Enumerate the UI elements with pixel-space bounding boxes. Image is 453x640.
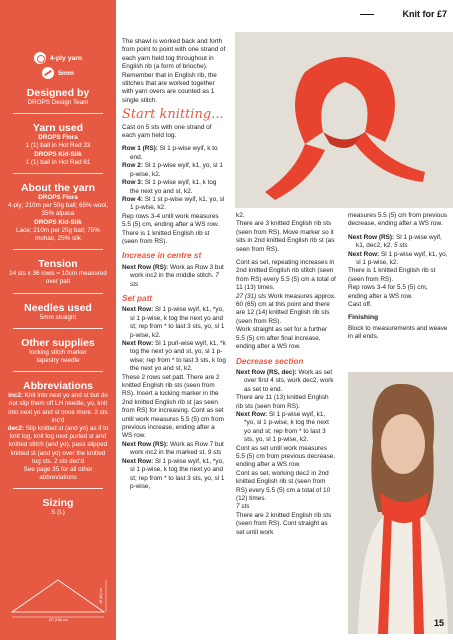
row-text: Sl 1 p-wise wyif, k1, *yo, sl 1 p-wise, k tog the next yo and st; rep from * to last 3 sts, yo, sl 1 p-wise, k2. [244, 410, 329, 444]
model-illustration [348, 372, 453, 634]
sizing-text: S (L) [51, 509, 65, 517]
row-label: Row 4: [122, 195, 143, 203]
divider [13, 113, 103, 114]
row-instruction [122, 340, 226, 374]
row-label: Next Row: [122, 306, 154, 314]
needles-text: 5mm straight [39, 313, 77, 321]
instructions-column-1 [122, 38, 226, 491]
model-photo [348, 372, 453, 634]
row-instruction [122, 306, 226, 340]
abbreviations-heading: Abbreviations [22, 380, 93, 393]
supply-item: tapestry needle [36, 357, 80, 365]
row-label: Next Row: [122, 340, 154, 347]
paragraph: There are 2 knitted English rib sts (seen from RS). Cont straight as set until work [236, 511, 332, 536]
row-instruction [236, 411, 336, 445]
pattern-info-sidebar [0, 0, 116, 640]
supply-item: locking stitch marker [29, 348, 87, 356]
yarn-detail: 4-ply; 210m per 50g ball; 65% wool, 35% alpaca [7, 202, 109, 218]
yarn-ball-icon [34, 52, 46, 64]
row-instruction [348, 251, 448, 268]
row-instruction [122, 179, 226, 196]
row-text: Sl 1 p-wise wyif, k1, dec2, k2. [356, 233, 442, 250]
row-instruction [122, 441, 226, 458]
row-label: Next Row (RS): [122, 440, 169, 448]
row-text: Work as Row 7 but work inc2 in the marked st. [130, 440, 224, 457]
row-label: Next Row (RS, dec): [236, 368, 297, 376]
yarn-detail: 1 (1) ball in Hot Red 33 [25, 142, 91, 150]
yarn-name: DROPS Flora [38, 194, 78, 202]
cast-on-instruction: Cast on 5 sts with one strand of each yarn held tog. [122, 123, 212, 140]
designed-by-heading: Designed by [26, 87, 90, 99]
yarn-weight: 4-ply yarn [49, 54, 83, 62]
row-label: Next Row: [122, 457, 154, 465]
abbrev-text: Knit into next yo and st but do not slip them off LH needle, yo, knit into next yo and st once more. 2 sts inc'd [8, 392, 108, 424]
abbreviation-inc2 [0, 392, 116, 425]
yarn-used-heading: Yarn used [32, 122, 84, 135]
hood-illustration [235, 32, 453, 208]
row-label: Next Row (RS): [122, 263, 169, 271]
row-instruction [348, 234, 448, 251]
needle-icon [42, 67, 54, 79]
abbrev-term: dec2: [7, 425, 25, 433]
abbreviation-dec2 [0, 425, 116, 466]
yarn-name: DROPS Kid-Silk [34, 218, 82, 226]
stitch-count: 9 sts [207, 449, 222, 457]
continued-text: k2. [236, 212, 245, 219]
tension-heading: Tension [38, 258, 78, 271]
finishing-heading: Finishing [348, 314, 379, 322]
row-instruction [122, 162, 226, 179]
row-instruction [122, 458, 226, 492]
yarn-name: DROPS Kid-Silk [34, 150, 82, 158]
divider [13, 328, 103, 329]
needle-size-row [0, 67, 116, 79]
divider [13, 293, 103, 294]
instructions-column-2 [236, 212, 336, 537]
row-text: Sl 1 p-wise wyif, k to end. [130, 145, 218, 161]
schematic-height-label: 18 (20) cm [99, 588, 103, 604]
finishing-text: Block to measurements and weave in all ends. [348, 324, 448, 341]
about-yarn-heading: About the yarn [20, 182, 96, 195]
increase-heading: Increase in centre st [122, 251, 202, 261]
english-rib-note: There is 1 knitted English rib st (seen from RS). [122, 229, 210, 245]
yarn-detail: Lace; 210m per 25g ball; 75% mohair, 25% silk [16, 226, 100, 243]
row-label: Next Row: [348, 250, 380, 258]
divider [13, 249, 103, 250]
paragraph: There are 3 knitted English rib sts (seen from RS). Move marker so it sits in 2nd knitted English rib st (as seen from RS). [236, 220, 335, 253]
paragraph: Cont as set until work measures 5.5 (5) cm from previous decrease, ending after a WS row. [236, 444, 336, 469]
row-text: Sl 1 p-wise wyif, k1, *yo, sl 1 p-wise, k tog the next yo and st; rep from * to last 3 sts, yo, sl 1 p-wise, [130, 457, 225, 490]
paragraph: Cont as set, working dec2 in 2nd knitted English rib st (seen from RS) every 5.5 (5) cm a total of 10 (12) times. [236, 469, 331, 502]
schematic-outline [12, 580, 104, 612]
section-header [360, 6, 453, 22]
divider [13, 488, 103, 489]
abbrev-note: See page 35 for all other abbreviations [23, 466, 93, 482]
divider [13, 371, 103, 372]
paragraph: measures 5.5 (5) cm from previous decrease, ending after a WS row. [348, 212, 448, 228]
section-title: Knit for £7 [402, 9, 447, 19]
yarn-detail: 1 (1) ball in Hot Red 61 [25, 158, 91, 166]
row-text: Sl 1 p-wise wyif, k1, k tog the next yo and st, k2. [130, 179, 217, 195]
needles-heading: Needles used [24, 301, 92, 314]
divider [13, 173, 103, 174]
stitch-count: 5 sts [394, 242, 408, 250]
row-text: Sl 1 st p-wise wyif, k1, yo, sl 1 p-wise, k2. [130, 195, 225, 212]
paragraph: There is 1 knitted English rib st (seen from RS). [348, 267, 436, 283]
row-text: Sl 1 p-wise wyif, k1, yo, sl 1 p-wise, k2. [356, 250, 448, 267]
row-text: Sl 1 p-wise wyif, k1, yo, sl 1 p-wise, k2. [130, 162, 223, 178]
row-text: Sl 1 p-wise wyif, k1, *yo, sl 1 p-wise, k tog the next yo and st; rep from * to last 3 sts, yo, sl 1 p-wise, k2. [130, 306, 225, 339]
stitch-count: 7 sts [130, 272, 219, 288]
increase-row [122, 264, 226, 289]
yarn-name: DROPS Flora [38, 134, 78, 142]
stitch-count: 27 (31) sts [236, 292, 267, 300]
decrease-heading: Decrease section [236, 356, 304, 366]
row-text: Work as Row 3 but work inc2 in the middle stitch. [130, 263, 224, 280]
yarn-weight-row [0, 52, 116, 64]
schematic-width-label: 127 (135) cm [48, 618, 68, 622]
shawl-schematic [8, 576, 108, 622]
face [381, 414, 425, 474]
row-text: Work as set over first 4 sts, work dec2, work as set to end. [244, 368, 334, 393]
page-number: 15 [434, 618, 445, 628]
supplies-heading: Other supplies [21, 336, 95, 349]
sizing-heading: Sizing [42, 497, 74, 510]
row-label: Row 1 (RS): [122, 145, 158, 153]
cast-off: Cast off. [348, 301, 372, 309]
set-patt-text: These 2 rows set patt. There are 2 knitted English rib sts (seen from RS). Insert a locking marker in the 2nd knitted English rib st (as seen from RS) for increasing. Cont as set until work measures 5.5 (5) cm from previous increase, ending after a WS row. [122, 373, 224, 440]
stitch-count: 7 sts [236, 503, 250, 511]
set-patt-heading: Set patt [122, 293, 153, 303]
hood-photo [235, 32, 453, 208]
tension-text: 14 sts x 36 rows = 10cm measured over patt [9, 270, 107, 286]
row-instruction [122, 145, 226, 162]
repeat-instruction: Rep rows 3-4 until work measures 5.5 (5) cm, ending after a WS row. [122, 212, 219, 229]
abbrev-text: Slip knitted st (and yo) as if to knit tog, knit tog next purled st and knitted stitch (and yo), pass slipped knitted st (and yo) over the knitted tog sts. 2 sts dec'd [8, 425, 109, 465]
row-label: Row 3: [122, 179, 143, 187]
instructions-column-3 [348, 212, 448, 342]
row-instruction [236, 369, 336, 394]
start-knitting-heading: Start knitting... [122, 107, 224, 123]
row-label: Next Row (RS): [348, 233, 395, 241]
paragraph-text: Work measures approx. 60 (65) cm at this point and there are 12 (14) knitted English rib sts (seen from RS). [236, 292, 336, 325]
paragraph: Work straight as set for a further 5.5 (5) cm after final increase, ending after a WS row. [236, 326, 328, 351]
needle-size: 5mm [58, 69, 74, 77]
paragraph [236, 293, 336, 327]
row-label: Next Row: [236, 410, 268, 418]
paragraph: Cont as set, repeating increases in 2nd knitted English rib stitch (seen from RS) every 5.5 (5) cm a total of 11 (13) times. [236, 259, 336, 292]
row-label: Row 2: [122, 162, 143, 170]
paragraph: There are 11 (13) knitted English rib sts (seen from RS). [236, 394, 329, 410]
row-instruction [122, 196, 226, 213]
paragraph: Rep rows 3-4 for 5.5 (5) cm, ending after a WS row. [348, 284, 428, 300]
header-rule [360, 14, 374, 15]
intro-paragraph: The shawl is worked back and forth from point to point with one strand of each yarn held tog throughout in English rib (a form of brioche). Remember that in English rib, the stitches that are worked together with yarn overs are counted as 1 single stitch. [122, 38, 226, 104]
designer: DROPS Design Team [27, 99, 89, 106]
abbrev-term: inc2: [8, 392, 23, 400]
row-text: Sl 1 purl-wise wyif, k1, *k tog the next yo and st, yo, sl 1 p-wise; rep from * to last 3 sts, k tog the next yo and st, k2. [130, 340, 226, 373]
